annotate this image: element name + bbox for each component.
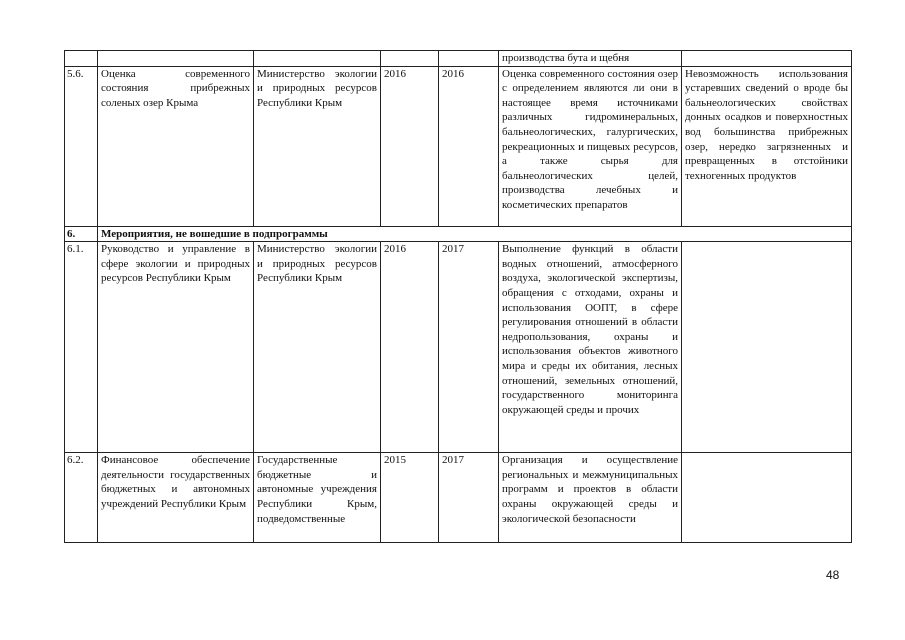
table-row: [65, 51, 852, 67]
name-cell: Оценка современного состояния прибрежных соленых озер Крыма: [98, 66, 254, 226]
end-year-cell: [439, 51, 499, 67]
table-row: [65, 453, 852, 543]
consequences-cell: [682, 453, 852, 543]
num-cell: [65, 51, 98, 67]
section-number: 6.: [65, 226, 98, 242]
table-row: [65, 66, 852, 226]
measures-table: [64, 50, 852, 543]
section-row: [65, 226, 852, 242]
executor-cell: Государственные бюджетные и автономные учреждения Республики Крым, подведомственные: [254, 453, 381, 543]
start-year-cell: 2015: [381, 453, 439, 543]
num-cell: 5.6.: [65, 66, 98, 226]
end-year-cell: 2016: [439, 66, 499, 226]
result-cell: производства бута и щебня: [499, 51, 682, 67]
result-cell: Оценка современного состояния озер с определением являются ли они в настоящее время источниками различных гидроминеральных, бальнеологических, галургических, рекреационных и пищевых ресурсов, а также сырья для бальнеологических целей, производства лечебных и косметических препаратов: [499, 66, 682, 226]
executor-cell: [254, 51, 381, 67]
result-cell: Выполнение функций в области водных отношений, атмосферного воздуха, экологической экспертизы, обращения с отходами, охраны и использования ООПТ, в сфере регулирования отношений в области недропользования, охраны и использования объектов животного мира и среды их обитания, лесных отношений, земельных отношений, государственного мониторинга окружающей среды и прочих: [499, 242, 682, 453]
num-cell: 6.2.: [65, 453, 98, 543]
consequences-cell: [682, 51, 852, 67]
result-cell: Организация и осуществление региональных и межмуниципальных программ и проектов в области охраны окружающей среды и экологической безопасности: [499, 453, 682, 543]
page-number: 48: [826, 568, 840, 582]
section-title: Мероприятия, не вошедшие в подпрограммы: [98, 226, 852, 242]
executor-cell: Министерство экологии и природных ресурсов Республики Крым: [254, 66, 381, 226]
executor-cell: Министерство экологии и природных ресурсов Республики Крым: [254, 242, 381, 453]
start-year-cell: 2016: [381, 66, 439, 226]
num-cell: 6.1.: [65, 242, 98, 453]
end-year-cell: 2017: [439, 453, 499, 543]
end-year-cell: 2017: [439, 242, 499, 453]
name-cell: Руководство и управление в сфере экологии и природных ресурсов Республики Крым: [98, 242, 254, 453]
start-year-cell: [381, 51, 439, 67]
name-cell: [98, 51, 254, 67]
start-year-cell: 2016: [381, 242, 439, 453]
table-row: [65, 242, 852, 453]
name-cell: Финансовое обеспечение деятельности государственных бюджетных и автономных учреждений Республики Крым: [98, 453, 254, 543]
consequences-cell: [682, 242, 852, 453]
consequences-cell: Невозможность использования устаревших сведений о вроде бы бальнеологических свойствах донных осадков и поверхностных вод большинства прибрежных озер, нередко загрязненных и превращенных в отстойники техногенных продуктов: [682, 66, 852, 226]
